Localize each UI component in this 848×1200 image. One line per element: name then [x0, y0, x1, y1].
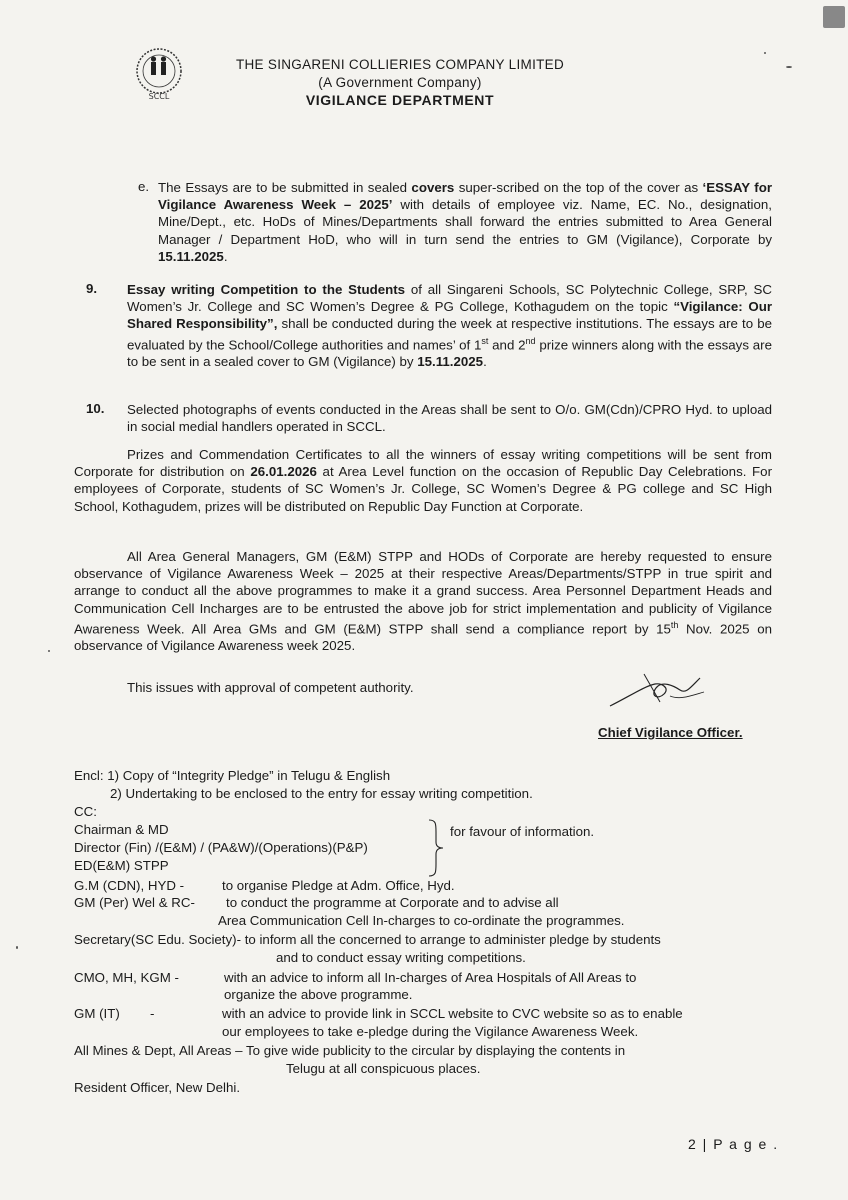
item-10-text: Selected photographs of events conducted in the Areas shall be sent to O/o. GM(Cdn)/CPRO Hyd. to upload in social medial handlers operated in SCCL. [127, 402, 772, 435]
cc-gm-per-what-2: Area Communication Cell In-charges to co-ordinate the programmes. [218, 913, 625, 928]
item-9-text: Essay writing Competition to the Students of all Singareni Schools, SC Polytechnic College, SRP, SC Women’s Jr. College and SC Women’s Degree & PG College, Kothagudem on the topic “Vigilance: Our Shared Responsibility”, shall be conducted during the week at respective institutions. The essays are to be evaluated by the School/College authorities and names’ of 1st and 2nd prize winners along with the essays are to be sent in a sealed cover to GM (Vigilance) by 15.11.2025. [127, 282, 772, 370]
cc-label: CC: [74, 804, 97, 819]
cc-chairman: Chairman & MD [74, 822, 169, 837]
cc-secretary-1: Secretary(SC Edu. Society)- to inform all the concerned to arrange to administer pledge by students [74, 932, 661, 947]
item-10-number: 10. [86, 401, 105, 416]
scan-speck [764, 52, 766, 54]
company-name: THE SINGARENI COLLIERIES COMPANY LIMITED [235, 57, 565, 72]
cc-gm-per-what-1: to conduct the programme at Corporate and to advise all [226, 895, 559, 910]
cc-gm-per-who: GM (Per) Wel & RC- [74, 895, 195, 910]
page-number: 2 | P a g e . [688, 1136, 779, 1152]
logo-text: SCCL [148, 92, 170, 101]
scan-speck [786, 66, 792, 68]
cc-mines-1: All Mines & Dept, All Areas – To give wide publicity to the circular by displaying the contents in [74, 1043, 626, 1058]
cc-secretary-2: and to conduct essay writing competitions. [276, 950, 526, 965]
item-e-text: The Essays are to be submitted in sealed covers super-scribed on the top of the cover as ‘ESSAY for Vigilance Awareness Week – 2025’ with details of employee viz. Name, EC. No., designation, Mine/Dept., etc. HoDs of Mines/Departments shall forward the entries submitted to Area General Manager / Department HoD, who will in turn send the entries to GM (Vigilance), Corporate by 15.11.2025. [158, 180, 773, 264]
cc-gm-it-who: GM (IT) [74, 1006, 120, 1021]
scan-speck [48, 650, 50, 652]
item-e-label: e. [138, 179, 150, 194]
prizes-paragraph: Prizes and Commendation Certificates to all the winners of essay writing competitions will be sent from Corporate for distribution on 26.01.2026 at Area Level function on the occasion of Republic Day Celebrations. For employees of Corporate, students of SC Women’s Jr. College, SC Women’s Degree & PG college and SC High School, Kothagudem, prizes will be distributed on Republic Day Function at Corporate. [74, 447, 772, 514]
cc-ed: ED(E&M) STPP [74, 858, 169, 873]
encl-line-2: 2) Undertaking to be enclosed to the entry for essay writing competition. [110, 786, 533, 801]
cc-cmo-what-2: organize the above programme. [224, 987, 413, 1002]
cc-favour: for favour of information. [450, 824, 595, 839]
signatory-title: Chief Vigilance Officer. [598, 725, 743, 740]
department-name: VIGILANCE DEPARTMENT [305, 92, 495, 108]
cc-mines-2: Telugu at all conspicuous places. [286, 1061, 481, 1076]
scan-mark [823, 6, 845, 28]
cc-gm-it-what-1: with an advice to provide link in SCCL website to CVC website so as to enable [222, 1006, 683, 1021]
cc-cmo-who: CMO, MH, KGM - [74, 970, 179, 985]
cc-gm-cdn-who: G.M (CDN), HYD - [74, 878, 185, 893]
cc-gm-it-dash: - [150, 1006, 155, 1021]
item-9-number: 9. [86, 281, 98, 296]
cc-gm-cdn-what: to organise Pledge at Adm. Office, Hyd. [222, 878, 455, 893]
cc-gm-it-what-2: our employees to take e-pledge during the Vigilance Awareness Week. [222, 1024, 639, 1039]
cc-cmo-what-1: with an advice to inform all In-charges of Area Hospitals of All Areas to [224, 970, 637, 985]
cc-resident: Resident Officer, New Delhi. [74, 1080, 241, 1095]
signature [600, 666, 710, 716]
encl-line-1: Encl: 1) Copy of “Integrity Pledge” in Telugu & English [74, 768, 391, 783]
area-gm-paragraph: All Area General Managers, GM (E&M) STPP and HODs of Corporate are hereby requested to ensure observance of Vigilance Awareness Week – 2025 at their respective Areas/Departments/STPP in true spirit and arrange to conduct all the above programmes to make it a grand success. Area Personnel Department Heads and Communication Cell Incharges are to be entrusted the above job for strict implementation and publicity of Vigilance Awareness Week. All Area GMs and GM (E&M) STPP shall send a compliance report by 15th Nov. 2025 on observance of Vigilance Awareness week 2025. [74, 549, 772, 654]
brace-icon [426, 818, 446, 878]
company-subtitle: (A Government Company) [318, 75, 482, 90]
cc-directors: Director (Fin) /(E&M) / (PA&W)/(Operations)(P&P) [74, 840, 368, 855]
approval-text: This issues with approval of competent authority. [127, 680, 414, 695]
scan-speck [16, 946, 18, 949]
